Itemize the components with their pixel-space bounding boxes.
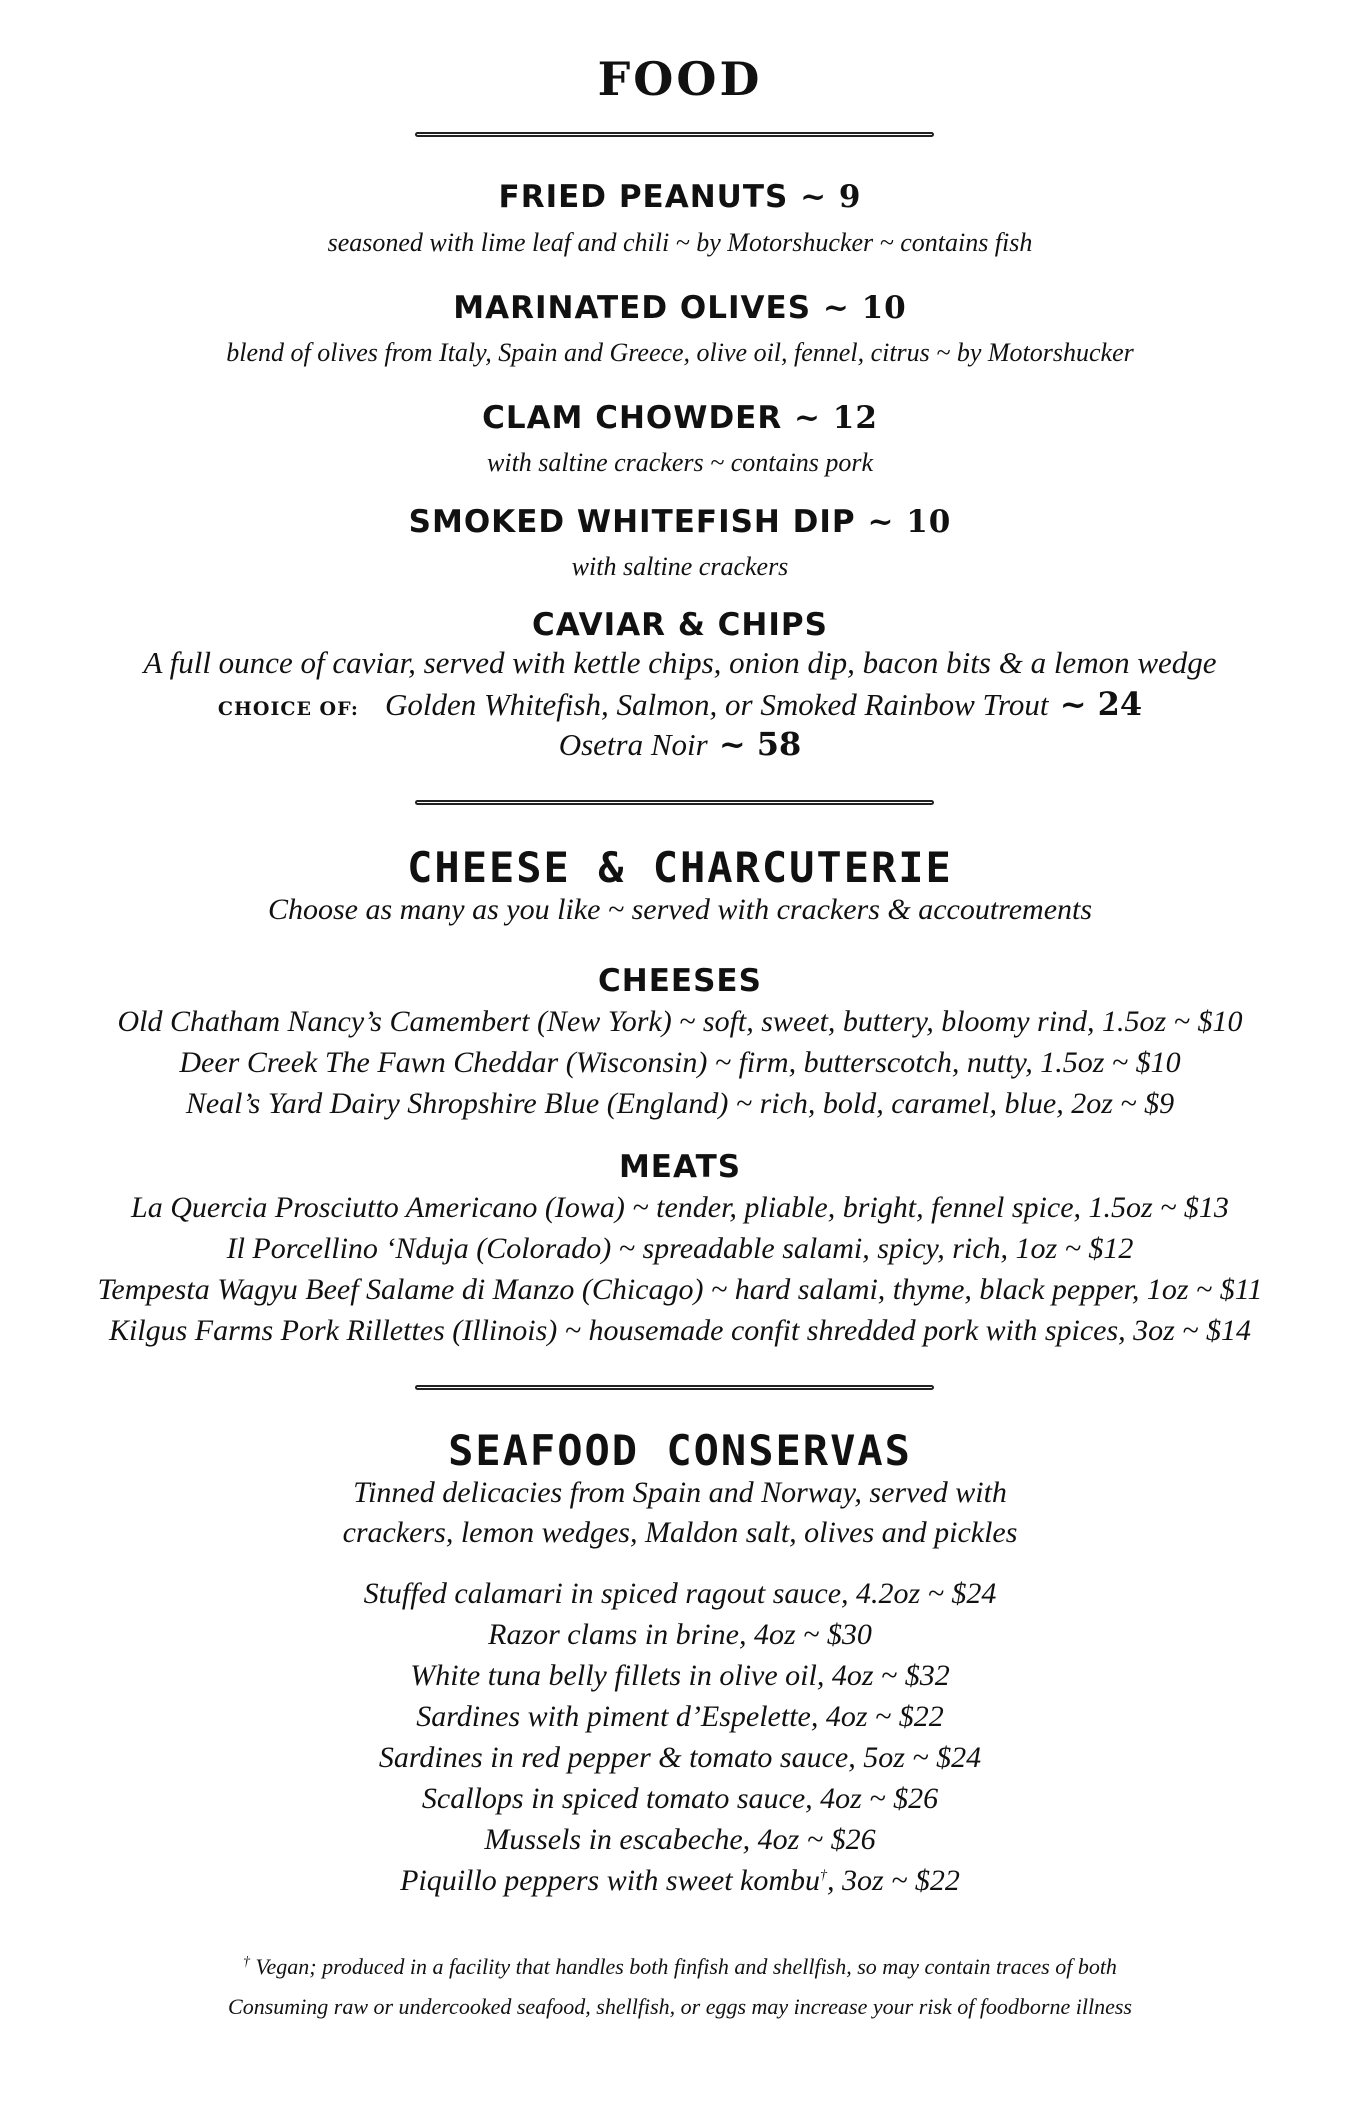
section-subtitle: Tinned delicacies from Spain and Norway, served with <box>353 1476 1007 1509</box>
option-price: 58 <box>756 725 802 763</box>
caviar-heading: CAVIAR & CHIPS <box>532 607 828 643</box>
seafood-item: Sardines in red pepper & tomato sauce, 5oz ~ $24 <box>378 1741 982 1774</box>
seafood-item: Stuffed calamari in spiced ragout sauce, 4.2oz ~ $24 <box>363 1577 997 1610</box>
item-separator: ~ <box>782 400 833 436</box>
seafood-item-text: Piquillo peppers with sweet kombu <box>400 1864 821 1897</box>
seafood-item: Razor clams in brine, 4oz ~ $30 <box>488 1618 872 1651</box>
item-name: CLAM CHOWDER <box>482 400 783 436</box>
dagger-mark: † <box>820 1868 828 1883</box>
footnote-vegan <box>0 1954 1360 1980</box>
item-price: 10 <box>906 504 952 540</box>
item-name: FRIED PEANUTS <box>498 179 789 215</box>
item-name: MARINATED OLIVES <box>453 290 812 326</box>
menu-item-heading <box>0 179 1360 215</box>
item-separator: ~ <box>811 290 862 326</box>
footnote-text: Vegan; produced in a facility that handles both finfish and shellfish, so may contain traces of both <box>250 1954 1117 1979</box>
page-title: FOOD <box>597 52 763 106</box>
meat-item: Il Porcellino ‘Nduja (Colorado) ~ spreadable salami, spicy, rich, 1oz ~ $12 <box>226 1232 1134 1265</box>
seafood-item: Mussels in escabeche, 4oz ~ $26 <box>484 1823 876 1856</box>
item-description: with saltine crackers <box>571 552 789 581</box>
item-description: with saltine crackers ~ contains pork <box>487 448 873 477</box>
option-separator: ~ <box>1048 685 1098 723</box>
divider <box>415 132 934 137</box>
item-price: 12 <box>832 400 878 436</box>
option-separator: ~ <box>707 725 757 763</box>
item-separator: ~ <box>788 179 839 215</box>
dagger-mark: † <box>243 1954 251 1970</box>
section-title-seafood: SEAFOOD CONSERVAS <box>448 1426 912 1475</box>
seafood-item <box>0 1864 1360 1898</box>
section-subtitle: crackers, lemon wedges, Maldon salt, olives and pickles <box>342 1516 1018 1549</box>
caviar-description: A full ounce of caviar, served with kettle chips, onion dip, bacon bits & a lemon wedge <box>143 645 1217 680</box>
menu-item-heading <box>0 400 1360 436</box>
seafood-item: Sardines with piment d’Espelette, 4oz ~ $22 <box>416 1700 944 1733</box>
divider <box>415 1385 934 1390</box>
item-price: 9 <box>838 179 862 215</box>
meat-item: Kilgus Farms Pork Rillettes (Illinois) ~ housemade confit shredded pork with spices, 3oz ~ $14 <box>108 1314 1252 1347</box>
meats-heading: MEATS <box>618 1149 742 1185</box>
footnote-warning: Consuming raw or undercooked seafood, shellfish, or eggs may increase your risk of foodborne illness <box>228 1994 1132 2019</box>
item-name: SMOKED WHITEFISH DIP <box>408 504 856 540</box>
caviar-option-1 <box>0 685 1360 723</box>
section-subtitle: Choose as many as you like ~ served with crackers & accoutrements <box>267 893 1093 926</box>
option-text: Golden Whitefish, Salmon, or Smoked Rainbow Trout <box>384 687 1049 722</box>
section-title-cheese: CHEESE & CHARCUTERIE <box>407 843 953 892</box>
seafood-item: White tuna belly fillets in olive oil, 4oz ~ $32 <box>410 1659 950 1692</box>
seafood-item: Scallops in spiced tomato sauce, 4oz ~ $26 <box>421 1782 939 1815</box>
meat-item: Tempesta Wagyu Beef Salame di Manzo (Chicago) ~ hard salami, thyme, black pepper, 1oz ~ $11 <box>97 1273 1263 1306</box>
item-price: 10 <box>861 290 907 326</box>
caviar-option-2 <box>0 725 1360 763</box>
menu-item-heading <box>0 504 1360 540</box>
item-description: blend of olives from Italy, Spain and Greece, olive oil, fennel, citrus ~ by Motorshucker <box>226 338 1134 367</box>
divider <box>415 800 934 805</box>
option-text: Osetra Noir <box>558 727 708 762</box>
cheese-item: Old Chatham Nancy’s Camembert (New York) ~ soft, sweet, buttery, bloomy rind, 1.5oz ~ $10 <box>117 1005 1243 1038</box>
meat-item: La Quercia Prosciutto Americano (Iowa) ~ tender, pliable, bright, fennel spice, 1.5oz ~ $13 <box>131 1191 1229 1224</box>
cheese-item: Deer Creek The Fawn Cheddar (Wisconsin) ~ firm, butterscotch, nutty, 1.5oz ~ $10 <box>179 1046 1181 1079</box>
menu-item-heading <box>0 290 1360 326</box>
item-separator: ~ <box>855 504 907 540</box>
option-price: 24 <box>1097 685 1143 723</box>
cheeses-heading: CHEESES <box>598 963 762 999</box>
seafood-item-text: , 3oz ~ $22 <box>827 1864 960 1897</box>
choice-label: CHOICE OF: <box>217 698 359 720</box>
item-description: seasoned with lime leaf and chili ~ by Motorshucker ~ contains fish <box>327 228 1033 257</box>
cheese-item: Neal’s Yard Dairy Shropshire Blue (England) ~ rich, bold, caramel, blue, 2oz ~ $9 <box>185 1087 1175 1120</box>
